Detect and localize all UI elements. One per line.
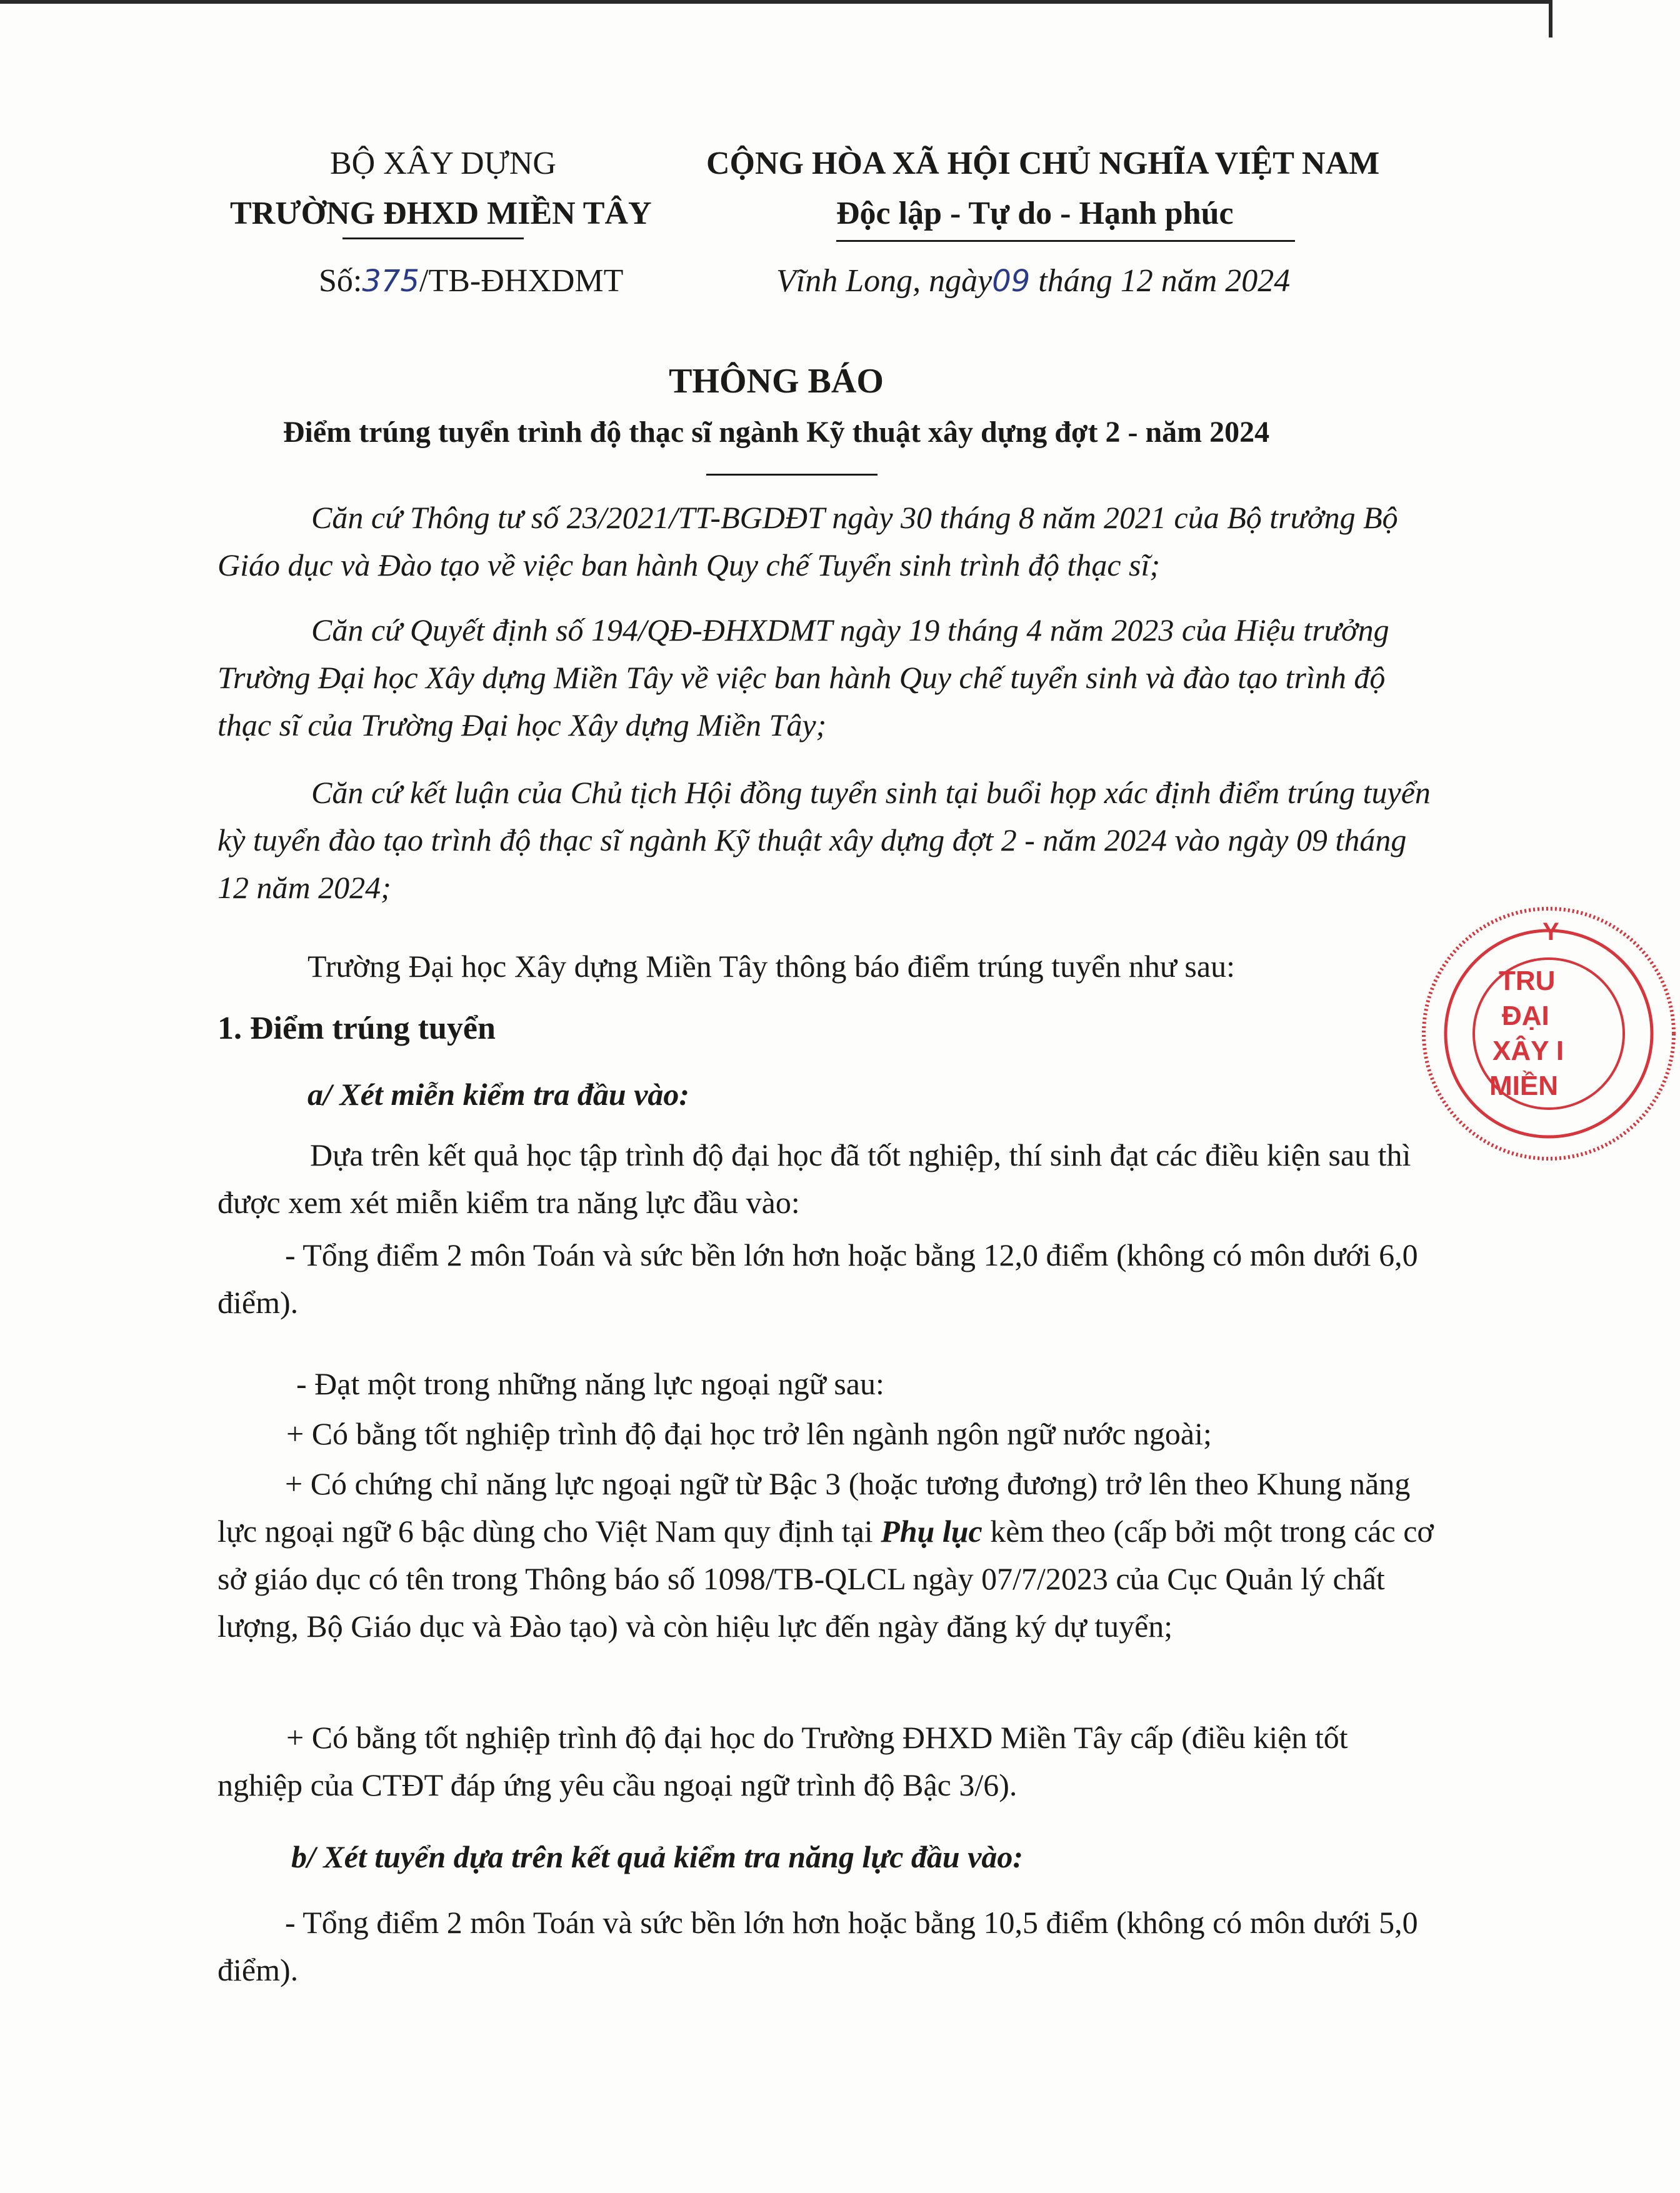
preamble-2: Căn cứ Quyết định số 194/QĐ-ĐHXDMT ngày 19 tháng 4 năm 2023 của Hiệu trưởng Trường Đại học Xây dựng Miền Tây về việc ban hành Quy chế tuyển sinh và đào tạo trình độ thạc sĩ của Trường Đại học Xây dựng Miền Tây; xyxy=(218,612,1389,742)
date-suffix: tháng 12 năm 2024 xyxy=(1030,263,1291,299)
ministry-name: BỘ XÂY DỰNG xyxy=(330,146,556,181)
sub2-text-before: + Có chứng chỉ năng lực ngoại ngữ từ Bậc 3 (hoặc tương đương) trở lên theo Khung năng lực ngoại ngữ 6 bậc dùng cho Việt Nam quy định tại xyxy=(218,1466,1411,1549)
section-a-sub-1: + Có bằng tốt nghiệp trình độ đại học trở lên ngành ngôn ngữ nước ngoài; xyxy=(286,1416,1212,1451)
subtitle-underline xyxy=(706,474,878,476)
handwritten-number: 375 xyxy=(362,264,419,299)
national-motto: Độc lập - Tự do - Hạnh phúc xyxy=(836,196,1234,231)
section-1-heading: 1. Điểm trúng tuyển xyxy=(218,1011,496,1046)
appendix-reference: Phụ lục xyxy=(881,1514,982,1549)
preamble-3: Căn cứ kết luận của Chủ tịch Hội đồng tuyển sinh tại buổi họp xác định điểm trúng tuyển kỳ tuyển đào tạo trình độ thạc sĩ ngành Kỹ thuật xây dựng đợt 2 - năm 2024 vào ngày 09 tháng 12 năm 2024; xyxy=(218,775,1431,905)
seal-text-4: MIỀN xyxy=(1489,1071,1558,1101)
sub2-text-after: kèm theo (cấp bởi một trong các cơ sở giáo dục có tên trong Thông báo số 1098/TB-QLCL ngày 07/7/2023 của Cục Quản lý chất lượng, Bộ Giáo dục và Đào tạo) và còn hiệu lực đến ngày đăng ký dự tuyển; xyxy=(218,1514,1434,1644)
handwritten-day: 09 xyxy=(992,264,1031,299)
scan-border-right xyxy=(1549,0,1552,37)
notice-title: THÔNG BÁO xyxy=(669,362,884,401)
school-underline xyxy=(342,237,524,239)
seal-text-top: Y xyxy=(1542,918,1559,946)
section-a-item-1: - Tổng điểm 2 môn Toán và sức bền lớn hơn hoặc bằng 12,0 điểm (không có môn dưới 6,0 điểm). xyxy=(218,1237,1418,1320)
seal-text-2: ĐẠI xyxy=(1502,1001,1549,1031)
intro-sentence: Trường Đại học Xây dựng Miền Tây thông báo điểm trúng tuyển như sau: xyxy=(308,949,1235,984)
document-number xyxy=(319,262,623,299)
section-a-heading: a/ Xét miễn kiểm tra đầu vào: xyxy=(308,1077,690,1112)
preamble-1: Căn cứ Thông tư số 23/2021/TT-BGDĐT ngày 30 tháng 8 năm 2021 của Bộ trưởng Bộ Giáo dục và Đào tạo về việc ban hành Quy chế Tuyển sinh trình độ thạc sĩ; xyxy=(218,500,1398,582)
notice-subtitle: Điểm trúng tuyển trình độ thạc sĩ ngành Kỹ thuật xây dựng đợt 2 - năm 2024 xyxy=(282,416,1270,449)
seal-text-1: TRU xyxy=(1499,966,1556,996)
section-b-heading: b/ Xét tuyển dựa trên kết quả kiểm tra năng lực đầu vào: xyxy=(291,1839,1024,1874)
section-a-sub-2 xyxy=(218,1460,1435,1650)
number-suffix: /TB-ĐHXDMT xyxy=(419,263,624,299)
country-name: CỘNG HÒA XÃ HỘI CHỦ NGHĨA VIỆT NAM xyxy=(706,146,1380,181)
section-a-text: Dựa trên kết quả học tập trình độ đại học đã tốt nghiệp, thí sinh đạt các điều kiện sau thì được xem xét miễn kiểm tra năng lực đầu vào: xyxy=(218,1137,1411,1220)
place-date xyxy=(776,262,1290,299)
scan-border-top xyxy=(0,0,1552,4)
section-a-sub-3: + Có bằng tốt nghiệp trình độ đại học do Trường ĐHXD Miền Tây cấp (điều kiện tốt nghiệp của CTĐT đáp ứng yêu cầu ngoại ngữ trình độ Bậc 3/6). xyxy=(218,1720,1348,1802)
motto-underline xyxy=(836,240,1295,242)
seal-text-3: XÂY I xyxy=(1492,1036,1564,1066)
section-a-item-2: - Đạt một trong những năng lực ngoại ngữ sau: xyxy=(296,1366,884,1401)
school-name: TRƯỜNG ĐHXD MIỀN TÂY xyxy=(230,196,652,231)
section-b-item-1: - Tổng điểm 2 môn Toán và sức bền lớn hơn hoặc bằng 10,5 điểm (không có môn dưới 5,0 điểm). xyxy=(218,1905,1418,1987)
official-seal xyxy=(1418,902,1680,1165)
number-prefix: Số: xyxy=(319,263,362,299)
date-prefix: Vĩnh Long, ngày xyxy=(776,263,992,299)
